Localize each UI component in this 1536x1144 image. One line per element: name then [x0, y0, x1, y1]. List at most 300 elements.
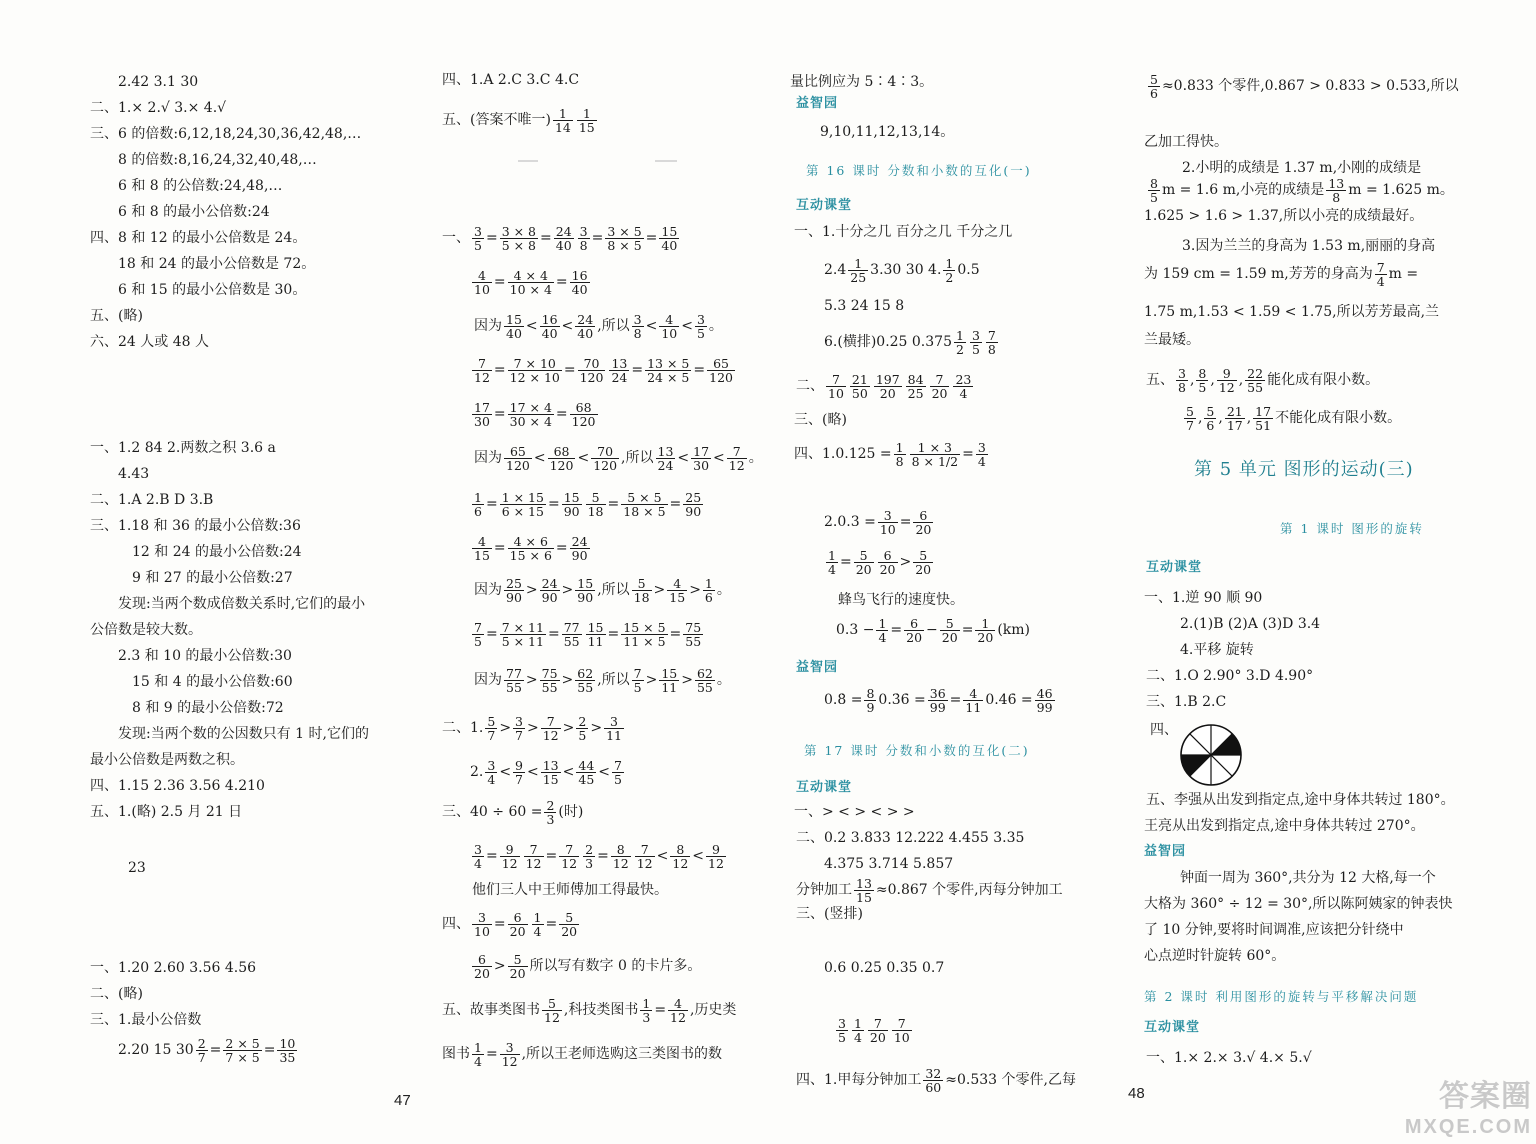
answer-text: 2.0.3 = — [824, 514, 876, 530]
print-smudge — [655, 160, 677, 162]
answer-line — [1144, 816, 1425, 836]
answer-text: 量比例应为 5∶4∶3。 — [790, 74, 934, 90]
answer-line — [794, 437, 990, 471]
answer-line — [1144, 330, 1200, 350]
fraction: $\frac{36}{99}$ — [929, 685, 946, 715]
answer-text: 第 16 课时 分数和小数的互化(一) — [806, 162, 1032, 178]
answer-text: = — [669, 626, 682, 642]
answer-line — [790, 72, 933, 92]
fraction: $\frac{24}{90}$ — [541, 575, 558, 605]
answer-text: 18 和 24 的最小公倍数是 72。 — [118, 256, 316, 272]
answer-text: 二、0.2 3.833 12.222 4.455 3.35 — [796, 830, 1025, 846]
fraction: $\frac{24}{90}$ — [571, 533, 588, 563]
answer-line — [824, 253, 980, 287]
answer-line — [132, 568, 293, 588]
fraction: $\frac{17 \times 4}{30 \times 4}$ — [509, 399, 552, 429]
answer-text: 0.8̇ = — [824, 692, 863, 708]
answer-line — [806, 160, 1032, 181]
answer-line — [796, 369, 975, 403]
answer-text: 所以写有数字 0 的卡片多。 — [529, 958, 702, 974]
answer-text: = — [555, 540, 568, 556]
answer-text: 因为 — [474, 582, 502, 598]
answer-line — [1144, 588, 1262, 608]
fraction: $\frac{9}{12}$ — [501, 841, 518, 871]
answer-line — [1144, 894, 1453, 914]
fraction: $\frac{5}{6}$ — [1150, 71, 1158, 101]
answer-text: > — [561, 582, 574, 598]
fraction: $\frac{70}{120}$ — [593, 443, 618, 473]
answer-text: 互动课堂 — [1146, 560, 1203, 575]
answer-line — [1144, 1018, 1200, 1039]
answer-text: 四、1.甲每分钟加工 — [796, 1072, 922, 1088]
answer-text: 三、1.最小公倍数 — [90, 1012, 202, 1028]
answer-text: 因为 — [474, 318, 502, 334]
answer-line — [1144, 206, 1423, 226]
answer-text: 第 2 课时 利用图形的旋转与平移解决问题 — [1144, 988, 1419, 1004]
fraction: $\frac{3}{10}$ — [879, 507, 896, 537]
answer-text: 第 5 单元 图形的运动(三) — [1194, 459, 1414, 480]
answer-text: 9,10,11,12,13,14。 — [820, 124, 955, 140]
answer-line — [1182, 401, 1401, 435]
answer-text: 第 1 课时 图形的旋转 — [1280, 520, 1424, 536]
answer-line — [90, 516, 301, 536]
answer-text: 三、40 ÷ 60 = — [442, 804, 543, 820]
answer-line — [118, 150, 317, 170]
fraction: $\frac{5}{20}$ — [855, 547, 872, 577]
fraction: $\frac{4}{15}$ — [669, 575, 686, 605]
answer-line — [1144, 986, 1418, 1007]
answer-text: 二、(略) — [90, 986, 143, 1002]
answer-text: 图书 — [442, 1046, 470, 1062]
answer-text: 兰最矮。 — [1144, 332, 1200, 348]
answer-text: 五、1.(略) 2.5 月 21 日 — [90, 804, 243, 820]
answer-line — [1180, 614, 1320, 634]
answer-text: > — [525, 582, 538, 598]
answer-line — [804, 740, 1030, 761]
fraction: $\frac{1}{3}$ — [642, 995, 651, 1025]
answer-line — [470, 531, 592, 565]
answer-text: 2. — [470, 764, 484, 780]
answer-line — [824, 854, 953, 874]
fraction: $\frac{16}{40}$ — [541, 311, 558, 341]
fraction: $\frac{3}{11}$ — [606, 713, 622, 743]
answer-text: < — [561, 318, 574, 334]
fraction: $\frac{3}{8}$ — [633, 311, 642, 341]
answer-text: ≈0.533 个零件,乙每 — [945, 1072, 1076, 1088]
answer-line — [90, 620, 202, 640]
answer-line — [132, 698, 284, 718]
answer-line — [824, 958, 944, 978]
fraction: $\frac{5}{20}$ — [561, 909, 578, 939]
answer-text: = — [555, 406, 568, 422]
answer-text: 2.42 3.1 30 — [118, 74, 199, 90]
answer-line — [470, 353, 737, 387]
fraction: $\frac{7 \times 10}{12 \times 10}$ — [509, 355, 560, 385]
rotated-pie-figure — [1178, 722, 1244, 788]
fraction: $\frac{3 \times 5}{8 \times 5}$ — [607, 223, 642, 253]
fraction: $\frac{7 \times 11}{5 \times 11}$ — [501, 619, 544, 649]
answer-line — [118, 594, 365, 614]
answer-text: (时) — [558, 804, 584, 820]
fraction: $\frac{1}{4}$ — [878, 615, 887, 645]
answer-line — [118, 1033, 299, 1067]
fraction: $\frac{4 \times 6}{15 \times 6}$ — [509, 533, 552, 563]
answer-line — [118, 254, 315, 274]
answer-text: 6 和 8 的最小公倍数:24 — [118, 204, 270, 220]
answer-text: ,历史类 — [689, 1002, 737, 1018]
answer-text: 0.3 − — [836, 622, 875, 638]
fraction: $\frac{25}{90}$ — [685, 489, 702, 519]
answer-text: 二、 — [796, 378, 824, 394]
fraction: $\frac{3}{12}$ — [501, 1039, 518, 1069]
answer-text: < — [598, 764, 611, 780]
fraction: $\frac{2 \times 5}{7 \times 5}$ — [225, 1035, 260, 1065]
answer-text: > — [689, 582, 701, 598]
answer-line — [470, 397, 600, 431]
answer-line — [796, 1063, 1076, 1097]
fraction: $\frac{8}{5}$ — [1150, 175, 1158, 205]
answer-text: = — [645, 230, 658, 246]
answer-line — [442, 1037, 722, 1071]
answer-text: 4.43 — [118, 466, 150, 482]
answer-text: , — [1197, 410, 1203, 426]
answer-text: 三、(竖排) — [796, 906, 863, 922]
answer-text: 15 和 4 的最小公倍数:60 — [132, 674, 293, 690]
page-number-right: 48 — [1128, 1085, 1145, 1102]
answer-text: 4.375 3.714 5.857 — [824, 856, 954, 872]
answer-text: 心点逆时针旋转 60°。 — [1144, 948, 1286, 964]
answer-text: 了 10 分钟,要将时间调准,应该把分针绕中 — [1144, 922, 1404, 938]
answer-text: > — [681, 672, 693, 688]
fraction: $\frac{46}{99}$ — [1036, 685, 1053, 715]
answer-text: > — [527, 720, 539, 736]
answer-line — [794, 410, 847, 430]
answer-text: 二、1.O 2.90° 3.D 4.90° — [1146, 668, 1314, 684]
answer-line — [820, 122, 954, 142]
answer-line — [1144, 946, 1285, 966]
fraction: $\frac{4}{15}$ — [474, 533, 490, 563]
fraction: $\frac{6}{20}$ — [915, 507, 932, 537]
fraction: $\frac{3}{10}$ — [474, 909, 490, 939]
column-1 — [90, 0, 420, 1144]
answer-text: 9 和 27 的最小公倍数:27 — [132, 570, 293, 586]
fraction: $\frac{1}{4}$ — [533, 909, 542, 939]
answer-text: ,所以 — [621, 450, 654, 466]
fraction: $\frac{13 \times 5}{24 \times 5}$ — [647, 355, 690, 385]
fraction: $\frac{13}{8}$ — [1328, 175, 1345, 205]
answer-text: 一、 — [442, 230, 470, 246]
answer-text: < — [577, 450, 590, 466]
answer-text: , — [1210, 372, 1215, 388]
fraction: $\frac{77}{55}$ — [506, 665, 522, 695]
answer-text: 王亮从出发到指定点,途中身体共转过 270°。 — [1144, 818, 1425, 834]
fraction: $\frac{13}{15}$ — [542, 757, 559, 787]
fraction: $\frac{15}{90}$ — [563, 489, 580, 519]
answer-text: = — [493, 362, 506, 378]
answer-line — [1280, 518, 1424, 539]
answer-line — [1146, 558, 1202, 579]
answer-line — [796, 904, 863, 924]
answer-text: 0.5 — [957, 262, 980, 278]
fraction: $\frac{7}{20}$ — [931, 371, 948, 401]
fraction: $\frac{9}{7}$ — [515, 757, 523, 787]
answer-text: 他们三人中王师傅加工得最快。 — [472, 882, 668, 898]
answer-line — [90, 98, 226, 118]
answer-line — [90, 776, 265, 796]
fraction: $\frac{7}{10}$ — [893, 1015, 910, 1045]
answer-line — [118, 464, 149, 484]
fraction: $\frac{17}{30}$ — [693, 443, 710, 473]
answer-line — [1194, 460, 1414, 480]
fraction: $\frac{7}{10}$ — [828, 371, 844, 401]
answer-text: 3.因为兰兰的身高为 1.53 m,丽丽的身高 — [1182, 238, 1436, 254]
fraction: $\frac{32}{60}$ — [925, 1065, 942, 1095]
fraction: $\frac{1}{8}$ — [895, 439, 904, 469]
fraction: $\frac{1}{2}$ — [945, 255, 954, 285]
answer-text: 一、> < > < > > — [794, 804, 915, 820]
fraction: $\frac{2}{3}$ — [546, 797, 555, 827]
answer-text: 2.小明的成绩是 1.37 m,小刚的成绩是 — [1182, 160, 1422, 176]
answer-text: 。 — [716, 582, 731, 598]
answer-text: 第 17 课时 分数和小数的互化(二) — [804, 742, 1030, 758]
answer-text: < — [692, 848, 705, 864]
fraction: $\frac{68}{120}$ — [571, 399, 596, 429]
answer-text: > — [499, 720, 512, 736]
answer-text: 益智园 — [1144, 844, 1187, 859]
fraction: $\frac{2}{7}$ — [197, 1035, 206, 1065]
answer-line — [796, 658, 838, 679]
answer-text: 5.3 24 15 8 — [824, 298, 905, 314]
answer-text: 1.625 > 1.6 > 1.37,所以小亮的成绩最好。 — [1144, 208, 1424, 224]
answer-text: < — [645, 318, 658, 334]
answer-text: ,所以 — [597, 672, 630, 688]
answer-text: 能化成有限小数。 — [1267, 372, 1380, 388]
answer-text: 分钟加工 — [796, 882, 852, 898]
answer-text: = — [654, 1002, 667, 1018]
answer-text: 五、 — [1146, 372, 1174, 388]
answer-line — [824, 505, 935, 539]
answer-line — [1146, 173, 1454, 207]
fraction: $\frac{7}{20}$ — [869, 1015, 886, 1045]
fraction: $\frac{8}{12}$ — [672, 841, 689, 871]
answer-text: = — [545, 848, 558, 864]
fraction: $\frac{4}{10}$ — [474, 267, 490, 297]
fraction: $\frac{4 \times 4}{10 \times 4}$ — [509, 267, 552, 297]
answer-line — [442, 221, 681, 255]
fraction: $\frac{13}{24}$ — [611, 355, 628, 385]
answer-text: 6.(横排)0.25 0.375 — [824, 334, 952, 350]
column-3 — [790, 0, 1136, 1144]
answer-text: (km) — [997, 622, 1031, 638]
answer-text: 钟面一周为 360°,共分为 12 大格,每一个 — [1180, 870, 1436, 886]
answer-text: 1.75 m,1.53 < 1.59 < 1.75,所以芳芳最高,兰 — [1144, 304, 1440, 320]
fraction: $\frac{15}{11}$ — [587, 619, 604, 649]
watermark — [1405, 1082, 1532, 1142]
column-4 — [1146, 0, 1476, 1144]
fraction: $\frac{15}{11}$ — [661, 665, 678, 695]
answer-line — [824, 545, 935, 579]
answer-text: = — [209, 1042, 222, 1058]
answer-text: 2.4 — [824, 262, 847, 278]
fraction: $\frac{8}{12}$ — [612, 841, 629, 871]
fraction: $\frac{5}{7}$ — [487, 713, 496, 743]
answer-line — [90, 332, 209, 352]
fraction: $\frac{5}{20}$ — [509, 951, 526, 981]
page-number-left: 47 — [394, 1092, 411, 1109]
answer-line — [796, 196, 852, 217]
answer-text: 三、1.18 和 36 的最小公倍数:36 — [90, 518, 301, 534]
fraction: $\frac{9}{12}$ — [1218, 365, 1235, 395]
answer-line — [1146, 692, 1226, 712]
answer-text: 3.30 30 4. — [870, 262, 942, 278]
answer-text: , — [1246, 410, 1252, 426]
answer-text: 二、1. — [442, 720, 484, 736]
answer-line — [796, 828, 1024, 848]
fraction: $\frac{6}{20}$ — [879, 547, 896, 577]
answer-text: = — [631, 362, 644, 378]
answer-text: 0.4̇6̇ = — [985, 692, 1033, 708]
answer-text: 二、1.× 2.√ 3.× 4.√ — [90, 100, 227, 116]
answer-text: 。 — [708, 318, 723, 334]
answer-text: , — [1238, 372, 1244, 388]
answer-line — [1146, 790, 1455, 810]
fraction: $\frac{5}{18}$ — [587, 489, 604, 519]
answer-line — [794, 222, 1012, 242]
answer-line — [838, 590, 964, 610]
answer-text: = — [693, 362, 706, 378]
fraction: $\frac{62}{55}$ — [577, 665, 594, 695]
answer-text: 大格为 360° ÷ 12 = 30°,所以陈阿姨家的钟表快 — [1144, 896, 1453, 912]
answer-text: 为 159 cm = 1.59 m,芳芳的身高为 — [1144, 266, 1373, 282]
fraction: $\frac{3}{5}$ — [971, 327, 980, 357]
answer-text: 四、1.A 2.C 3.C 4.C — [442, 72, 580, 88]
fraction: $\frac{1 \times 3}{8 \times 1/2}$ — [911, 439, 959, 469]
fraction: $\frac{1}{25}$ — [850, 255, 867, 285]
answer-line — [118, 176, 282, 196]
fraction: $\frac{3}{4}$ — [487, 757, 496, 787]
answer-text: < — [713, 450, 725, 466]
answer-text: 益智园 — [796, 660, 839, 675]
answer-text: , — [1218, 410, 1223, 426]
fraction: $\frac{65}{120}$ — [506, 443, 530, 473]
answer-text: > — [493, 958, 506, 974]
answer-text: ,所以 — [597, 582, 630, 598]
answer-text: = — [493, 274, 506, 290]
fraction: $\frac{5}{18}$ — [633, 575, 650, 605]
answer-text: = — [607, 626, 620, 642]
fraction: $\frac{3}{5}$ — [696, 311, 705, 341]
fraction: $\frac{75}{55}$ — [685, 619, 702, 649]
answer-text: 因为 — [474, 450, 502, 466]
fraction: $\frac{77}{55}$ — [563, 619, 580, 649]
answer-text: m = 1.6 m,小亮的成绩是 — [1161, 182, 1325, 198]
answer-text: = — [485, 626, 498, 642]
answer-text: 四、 — [442, 916, 470, 932]
answer-text: < — [525, 318, 538, 334]
fraction: $\frac{68}{120}$ — [549, 443, 574, 473]
answer-text: ,所以王老师选购这三类图书的数 — [521, 1046, 723, 1062]
answer-line — [824, 296, 904, 316]
answer-text: < — [677, 450, 690, 466]
fraction: $\frac{5}{6}$ — [1206, 403, 1215, 433]
print-smudge — [518, 160, 538, 162]
answer-text: = — [493, 916, 506, 932]
answer-text: ≈0.833 个零件,0.867 > 0.833 > 0.533,所以 — [1161, 78, 1459, 94]
fraction: $\frac{8}{9}$ — [866, 685, 875, 715]
answer-text: < — [562, 764, 575, 780]
answer-line — [1144, 920, 1404, 940]
answer-text: = — [485, 230, 498, 246]
answer-text: 因为 — [474, 672, 502, 688]
answer-line — [796, 873, 1063, 907]
answer-text: 三、6 的倍数:6,12,18,24,30,36,42,48,… — [90, 126, 362, 142]
answer-line — [470, 617, 705, 651]
answer-text: ,所以 — [597, 318, 630, 334]
answer-text: = — [547, 626, 560, 642]
fraction: $\frac{4}{12}$ — [670, 995, 686, 1025]
fraction: $\frac{3}{4}$ — [474, 841, 482, 871]
answer-line — [474, 573, 731, 607]
fraction: $\frac{3}{5}$ — [838, 1015, 846, 1045]
answer-line — [90, 438, 276, 458]
fraction: $\frac{7}{12}$ — [728, 443, 745, 473]
fraction: $\frac{21}{17}$ — [1226, 403, 1243, 433]
fraction: $\frac{3}{8}$ — [579, 223, 588, 253]
answer-text: = — [669, 496, 682, 512]
answer-text: 乙加工得快。 — [1144, 134, 1228, 150]
answer-text: 五、李强从出发到指定点,途中身体共转过 180°。 — [1146, 792, 1455, 808]
answer-line — [824, 683, 1057, 717]
answer-line — [132, 542, 302, 562]
fraction: $\frac{13}{15}$ — [856, 875, 872, 905]
answer-text: < — [499, 764, 512, 780]
answer-line — [118, 280, 306, 300]
answer-text: 五、(略) — [90, 308, 143, 324]
answer-text: 。 — [748, 450, 763, 466]
answer-text: > — [562, 720, 575, 736]
answer-line — [90, 490, 213, 510]
answer-text: < — [681, 318, 693, 334]
fraction: $\frac{1}{15}$ — [578, 105, 595, 135]
answer-text: 23 — [128, 860, 146, 876]
answer-text: 互动课堂 — [796, 198, 853, 213]
answer-line — [118, 724, 369, 744]
answer-text: 一、1.逆 90 顺 90 — [1144, 590, 1263, 606]
fraction: $\frac{6}{20}$ — [474, 951, 490, 981]
answer-text: = — [263, 1042, 276, 1058]
fraction: $\frac{1 \times 15}{6 \times 15}$ — [501, 489, 544, 519]
fraction: $\frac{6}{20}$ — [509, 909, 526, 939]
fraction: $\frac{62}{55}$ — [696, 665, 713, 695]
answer-text: > — [590, 720, 603, 736]
answer-text: > — [561, 672, 574, 688]
answer-text: = — [555, 274, 568, 290]
answer-text: 最小公倍数是两数之积。 — [90, 752, 244, 768]
answer-text: > — [899, 554, 912, 570]
answer-line — [836, 613, 1030, 647]
answer-line — [442, 795, 583, 829]
answer-text: 互动课堂 — [1144, 1020, 1201, 1035]
answer-line — [1144, 132, 1228, 152]
answer-line — [472, 880, 668, 900]
answer-text: 12 和 24 的最小公倍数:24 — [132, 544, 302, 560]
fraction: $\frac{15}{40}$ — [661, 223, 678, 253]
answer-text: 一、1.20 2.60 3.56 4.56 — [90, 960, 257, 976]
fraction: $\frac{7}{12}$ — [561, 841, 578, 871]
answer-text: = — [485, 496, 498, 512]
answer-line — [470, 265, 592, 299]
answer-text: = — [961, 622, 974, 638]
